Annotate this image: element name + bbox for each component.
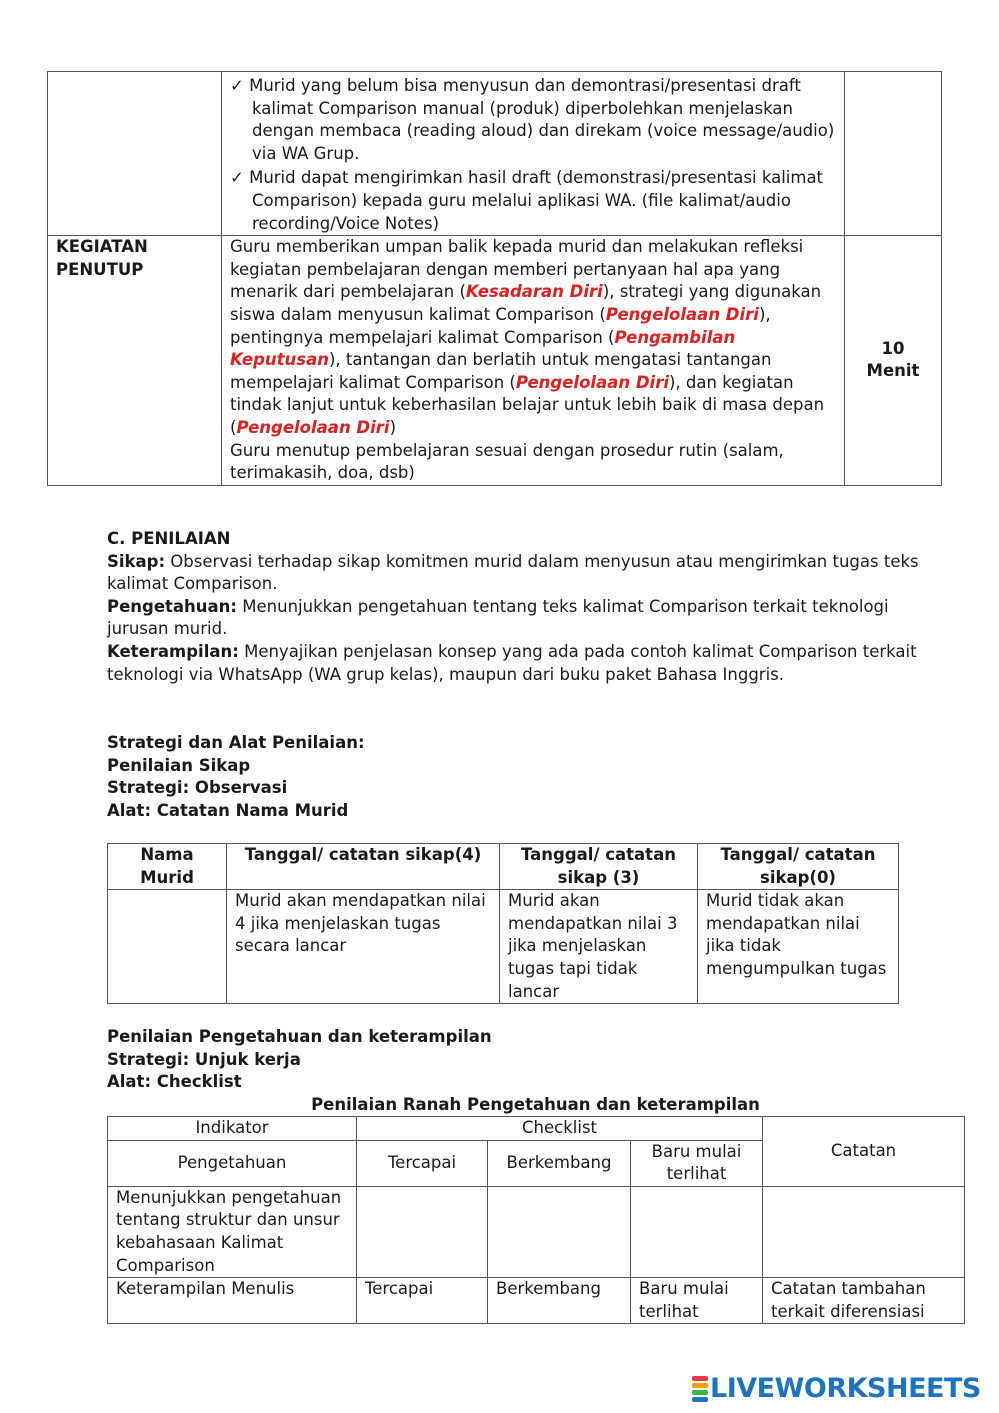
section-heading: C. PENILAIAN — [107, 529, 231, 548]
skill-assessment-block: Penilaian Pengetahuan dan keterampilan Strategi: Unjuk kerja Alat: Checklist — [107, 1027, 492, 1092]
brand-name: LIVEWORKSHEETS — [710, 1372, 981, 1404]
check-item: ✓ Murid dapat mengirimkan hasil draft (demonstrasi/presentasi kalimat Comparison) kepada guru melalui aplikasi WA. (file kalimat/audio recording/Voice Notes) — [230, 168, 824, 233]
table-header-row: Nama Murid Tanggal/ catatan sikap(4) Tanggal/ catatan sikap (3) Tanggal/ catatan sikap(0) — [108, 844, 899, 890]
attitude-table — [107, 843, 899, 1004]
activity-label: KEGIATAN PENUTUP — [48, 236, 222, 486]
table-title: Penilaian Ranah Pengetahuan dan keterampilan — [311, 1095, 760, 1114]
empty-cell — [48, 72, 222, 236]
table-row: Menunjukkan pengetahuan tentang struktur dan unsur kebahasaan Kalimat Comparison — [108, 1186, 965, 1277]
table-header-row: Indikator Checklist Catatan — [108, 1117, 965, 1141]
table-row — [48, 236, 942, 486]
empty-cell — [845, 72, 942, 236]
activity-description: Guru memberikan umpan balik kepada murid dan melakukan refleksi kegiatan pembelajaran dengan memberi pertanyaan hal apa yang menarik dari pembelajaran (Kesadaran Diri), strategi yang digunakan siswa dalam menyusun kalimat Comparison (Pengelolaan Diri), pentingnya mempelajari kalimat Comparison (Pengambilan Keputusan), tantangan dan berlatih untuk mengatasi tantangan mempelajari kalimat Comparison (Pengelolaan Diri), dan kegiatan tindak lanjut untuk keberhasilan belajar untuk lebih baik di masa depan (Pengelolaan Diri) Guru menutup pembelajaran sesuai dengan prosedur rutin (salam, terimakasih, doa, dsb) — [222, 236, 845, 486]
liveworksheets-logo[interactable] — [692, 1372, 981, 1406]
activity-table — [47, 71, 942, 486]
logo-icon — [692, 1375, 708, 1403]
assessment-section: C. PENILAIAN Sikap: Observasi terhadap sikap komitmen murid dalam menyusun atau mengirimkan tugas teks kalimat Comparison. Pengetahuan: Menunjukkan pengetahuan tentang teks kalimat Comparison terkait teknologi jurusan murid. Keterampilan: Menyajikan penjelasan konsep yang ada pada contoh kalimat Comparison terkait teknologi via WhatsApp (WA grup kelas), maupun dari buku paket Bahasa Inggris. — [107, 528, 927, 686]
table-row: Murid akan mendapatkan nilai 4 jika menjelaskan tugas secara lancar Murid akan mendapatkan nilai 3 jika menjelaskan tugas tapi tidak lancar Murid tidak akan mendapatkan nilai jika tidak mengumpulkan tugas — [108, 890, 899, 1004]
check-item: ✓ Murid yang belum bisa menyusun dan demontrasi/presentasi draft kalimat Comparison manual (produk) diperbolehkan menjelaskan dengan membaca (reading aloud) dan direkam (voice message/audio) via WA Grup. — [230, 76, 835, 163]
checklist-table — [107, 1116, 965, 1324]
table-header-row: Pengetahuan Tercapai Berkembang Baru mulai terlihat — [108, 1140, 965, 1186]
table-row: Keterampilan Menulis Tercapai Berkembang Baru mulai terlihat Catatan tambahan terkait diferensiasi — [108, 1278, 965, 1324]
check-icon: ✓ — [230, 76, 244, 95]
check-icon: ✓ — [230, 168, 244, 188]
table-row — [48, 72, 942, 236]
duration-cell: 10 Menit — [845, 236, 942, 486]
instruction-cell — [222, 72, 845, 236]
strategy-block: Strategi dan Alat Penilaian: Penilaian Sikap Strategi: Observasi Alat: Catatan Nama Murid — [107, 733, 365, 820]
